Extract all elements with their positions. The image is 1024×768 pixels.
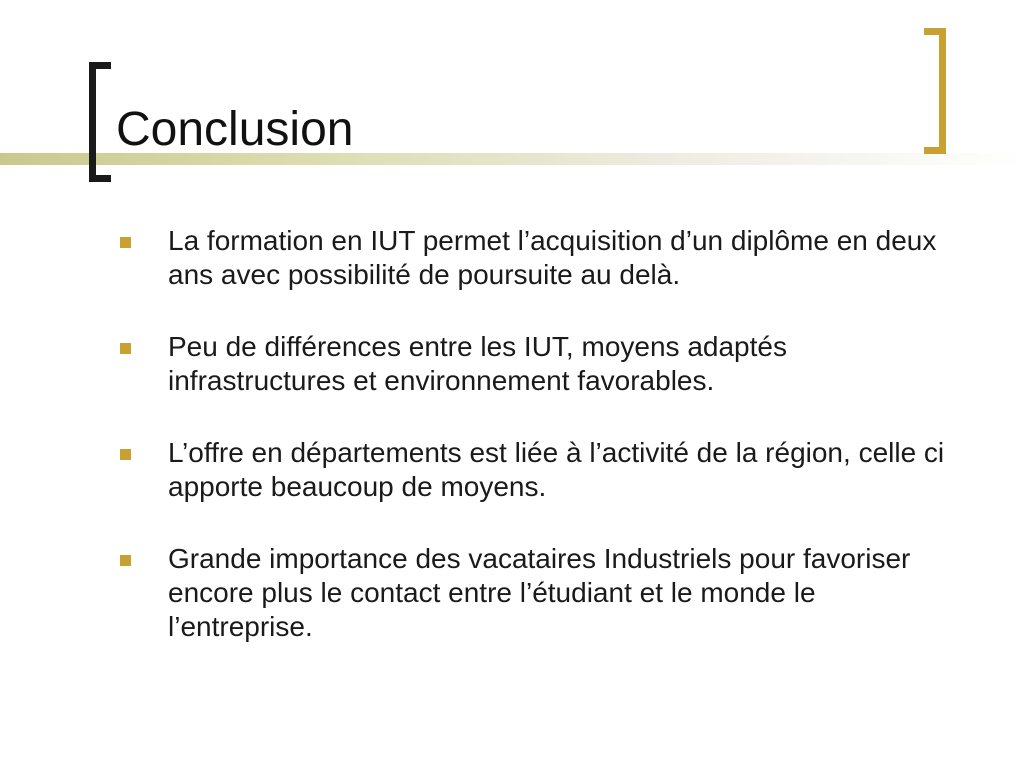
- slide-title: Conclusion: [116, 103, 354, 156]
- bullet-item: [118, 542, 968, 644]
- bullet-item: [118, 224, 968, 292]
- bullet-text: L’offre en départements est liée à l’activité de la région, celle ci apporte beaucoup de moyens.: [168, 437, 945, 502]
- right-bracket-decoration: [924, 28, 946, 154]
- bullet-item: [118, 436, 968, 504]
- bullet-text: Peu de différences entre les IUT, moyens adaptés infrastructures et environnement favorables.: [168, 331, 787, 396]
- bullet-text: Grande importance des vacataires Industriels pour favoriser encore plus le contact entre l’étudiant et le monde le l’entreprise.: [168, 543, 911, 642]
- bullet-list: [118, 224, 968, 682]
- square-bullet-icon: [120, 555, 131, 566]
- left-bracket-decoration: [89, 62, 111, 182]
- square-bullet-icon: [120, 343, 131, 354]
- square-bullet-icon: [120, 449, 131, 460]
- bullet-item: [118, 330, 968, 398]
- bullet-text: La formation en IUT permet l’acquisition d’un diplôme en deux ans avec possibilité de poursuite au delà.: [168, 225, 937, 290]
- square-bullet-icon: [120, 237, 131, 248]
